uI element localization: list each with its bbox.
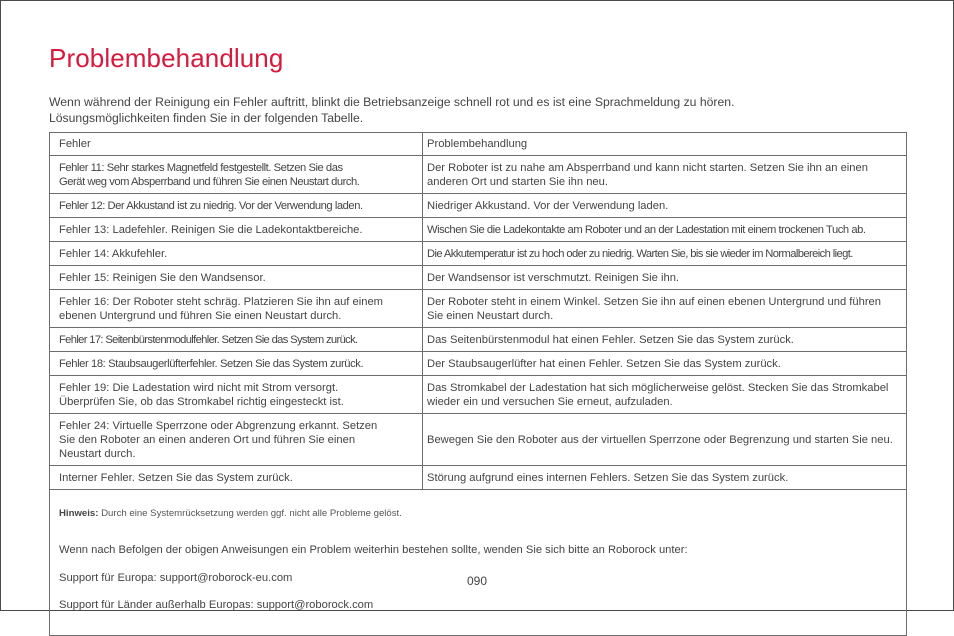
contact-europe: Support für Europa: support@roborock-eu.com <box>59 571 293 584</box>
error-cell: Fehler 19: Die Ladestation wird nicht mit Strom versorgt. Überprüfen Sie, ob das Stromkabel richtig eingesteckt ist. <box>50 376 423 414</box>
header-error: Fehler <box>50 133 423 156</box>
error-cell: Fehler 24: Virtuelle Sperrzone oder Abgrenzung erkannt. Setzen Sie den Roboter an einen anderen Ort und führen Sie einen Neustart durch. <box>50 414 423 466</box>
note-row <box>50 490 907 636</box>
table-row <box>50 194 907 218</box>
solution-cell: Störung aufgrund eines internen Fehlers. Setzen Sie das System zurück. <box>423 466 907 490</box>
error-cell: Fehler 12: Der Akkustand ist zu niedrig. Vor der Verwendung laden. <box>50 194 423 218</box>
header-solution: Problembehandlung <box>423 133 907 156</box>
table-row <box>50 290 907 328</box>
solution-cell: Die Akkutemperatur ist zu hoch oder zu niedrig. Warten Sie, bis sie wieder im Normalbereich liegt. <box>423 242 907 266</box>
error-cell: Fehler 17: Seitenbürstenmodulfehler. Setzen Sie das System zurück. <box>50 328 423 352</box>
solution-cell: Der Staubsaugerlüfter hat einen Fehler. Setzen Sie das System zurück. <box>423 352 907 376</box>
solution-cell: Das Seitenbürstenmodul hat einen Fehler. Setzen Sie das System zurück. <box>423 328 907 352</box>
contact-outside-europe: Support für Länder außerhalb Europas: support@roborock.com <box>59 599 374 611</box>
error-cell: Interner Fehler. Setzen Sie das System zurück. <box>50 466 423 490</box>
solution-cell: Der Roboter ist zu nahe am Absperrband und kann nicht starten. Setzen Sie ihn an einen anderen Ort und starten Sie ihn neu. <box>423 156 907 194</box>
troubleshooting-table <box>49 132 907 636</box>
error-cell: Fehler 16: Der Roboter steht schräg. Platzieren Sie ihn auf einem ebenen Untergrund und führen Sie einen Neustart durch. <box>50 290 423 328</box>
solution-cell: Bewegen Sie den Roboter aus der virtuellen Sperrzone oder Begrenzung und starten Sie neu. <box>423 414 907 466</box>
error-cell: Fehler 14: Akkufehler. <box>50 242 423 266</box>
error-cell: Fehler 11: Sehr starkes Magnetfeld festgestellt. Setzen Sie das Gerät weg vom Absperrband und führen Sie einen Neustart durch. <box>50 156 423 194</box>
error-cell: Fehler 18: Staubsaugerlüfterfehler. Setzen Sie das System zurück. <box>50 352 423 376</box>
solution-cell: Niedriger Akkustand. Vor der Verwendung laden. <box>423 194 907 218</box>
table-row <box>50 352 907 376</box>
hint-note <box>59 508 897 520</box>
table-row <box>50 156 907 194</box>
note-cell <box>50 490 907 636</box>
solution-cell: Der Roboter steht in einem Winkel. Setzen Sie ihn auf einen ebenen Untergrund und führen Sie einen Neustart durch. <box>423 290 907 328</box>
table-row <box>50 466 907 490</box>
table-row <box>50 376 907 414</box>
table-header-row <box>50 133 907 156</box>
hint-text: Durch eine Systemrücksetzung werden ggf. nicht alle Probleme gelöst. <box>101 508 402 519</box>
solution-cell: Das Stromkabel der Ladestation hat sich möglicherweise gelöst. Stecken Sie das Stromkabel wieder ein und versuchen Sie erneut, aufzuladen. <box>423 376 907 414</box>
table-row <box>50 414 907 466</box>
table-row <box>50 328 907 352</box>
table-row <box>50 266 907 290</box>
table-row <box>50 242 907 266</box>
contact-intro: Wenn nach Befolgen der obigen Anweisungen ein Problem weiterhin bestehen sollte, wenden Sie sich bitte an Roborock unter: <box>59 544 688 556</box>
table-row <box>50 218 907 242</box>
page-number: 090 <box>466 574 488 588</box>
error-cell: Fehler 13: Ladefehler. Reinigen Sie die Ladekontaktbereiche. <box>50 218 423 242</box>
error-cell: Fehler 15: Reinigen Sie den Wandsensor. <box>50 266 423 290</box>
solution-cell: Wischen Sie die Ladekontakte am Roboter und an der Ladestation mit einem trockenen Tuch ab. <box>423 218 907 242</box>
intro-text: Wenn während der Reinigung ein Fehler auftritt, blinkt die Betriebsanzeige schnell rot und es ist eine Sprachmeldung zu hören. Lösungsmöglichkeiten finden Sie in der folgenden Tabelle. <box>49 95 735 125</box>
solution-cell: Der Wandsensor ist verschmutzt. Reinigen Sie ihn. <box>423 266 907 290</box>
page-title: Problembehandlung <box>49 43 284 73</box>
hint-label: Hinweis: <box>59 508 99 519</box>
